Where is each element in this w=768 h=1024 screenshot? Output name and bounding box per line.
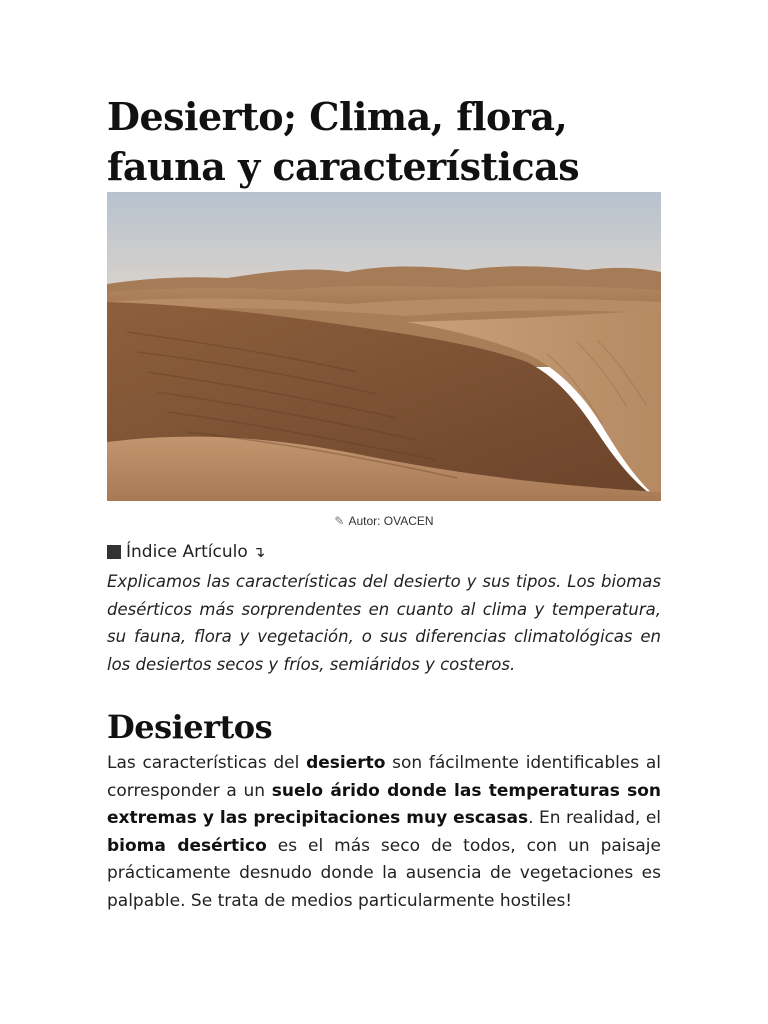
pencil-icon: ✎ [334,514,345,528]
paragraph-text-1: Las características del [107,753,307,773]
author-credit [107,514,661,528]
section-paragraph [107,750,661,915]
desert-dunes-illustration [107,192,661,501]
section-title-desiertos: Desiertos [107,708,273,746]
square-bullet-icon [107,545,121,559]
article-index-toggle[interactable] [107,542,265,562]
bold-bioma-desertico: bioma desértico [107,835,267,856]
arrow-down-right-icon: ↴ [252,543,266,561]
author-name: Autor: OVACEN [348,514,434,528]
paragraph-text-3: . En realidad, el [528,808,662,828]
hero-image [107,192,661,501]
bold-suelo-arido: suelo árido donde las temperaturas son extremas y las precipitaciones muy escasas [107,780,661,828]
paragraph-text-2: son fácilmente identificables al corresponder a un [107,753,661,801]
bold-desierto: desierto [306,753,386,773]
paragraph-text-4: es el más seco de todos, con un paisaje prácticamente desnudo donde la ausencia de vegetaciones es palpable. Se trata de medios particularmente hostiles! [107,835,661,911]
article-title: Desierto; Clima, flora, fauna y características [107,94,580,189]
article-index-label: Índice Artículo [126,542,248,562]
article-intro: Explicamos las características del desierto y sus tipos. Los biomas desérticos más sorprendentes en cuanto al clima y temperatura, su fauna, flora y vegetación, o sus diferencias climatológicas en los desiertos secos y fríos, semiáridos y costeros. [107,572,661,674]
